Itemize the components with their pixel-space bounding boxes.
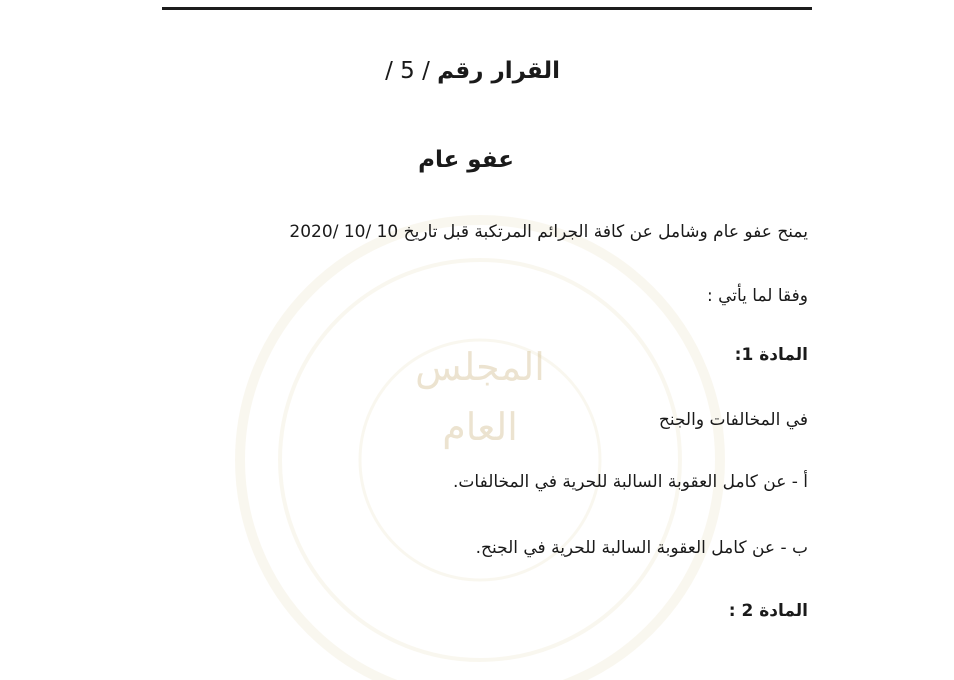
watermark-text-2: العام — [442, 405, 518, 449]
decision-title-label: القرار رقم — [437, 58, 560, 84]
decision-number: / 5 / — [385, 58, 430, 84]
decision-subtitle: عفو عام — [418, 147, 514, 173]
article-1-item-a: أ - عن كامل العقوبة السالبة للحرية في المخالفات. — [453, 472, 808, 492]
article-1-heading: المادة 1: — [734, 345, 808, 365]
article-1-scope: في المخالفات والجنح — [658, 410, 808, 430]
watermark-text-1: المجلس — [415, 345, 545, 389]
article-1-item-b: ب - عن كامل العقوبة السالبة للحرية في الجنح. — [475, 538, 808, 558]
top-rule — [162, 7, 812, 10]
body-line-according: وفقا لما يأتي : — [706, 286, 808, 306]
article-2-heading: المادة 2 : — [728, 601, 808, 621]
body-line-intro: يمنح عفو عام وشامل عن كافة الجرائم المرتكبة قبل تاريخ 10 /10 /2020 — [289, 222, 808, 242]
decision-title — [300, 58, 560, 94]
